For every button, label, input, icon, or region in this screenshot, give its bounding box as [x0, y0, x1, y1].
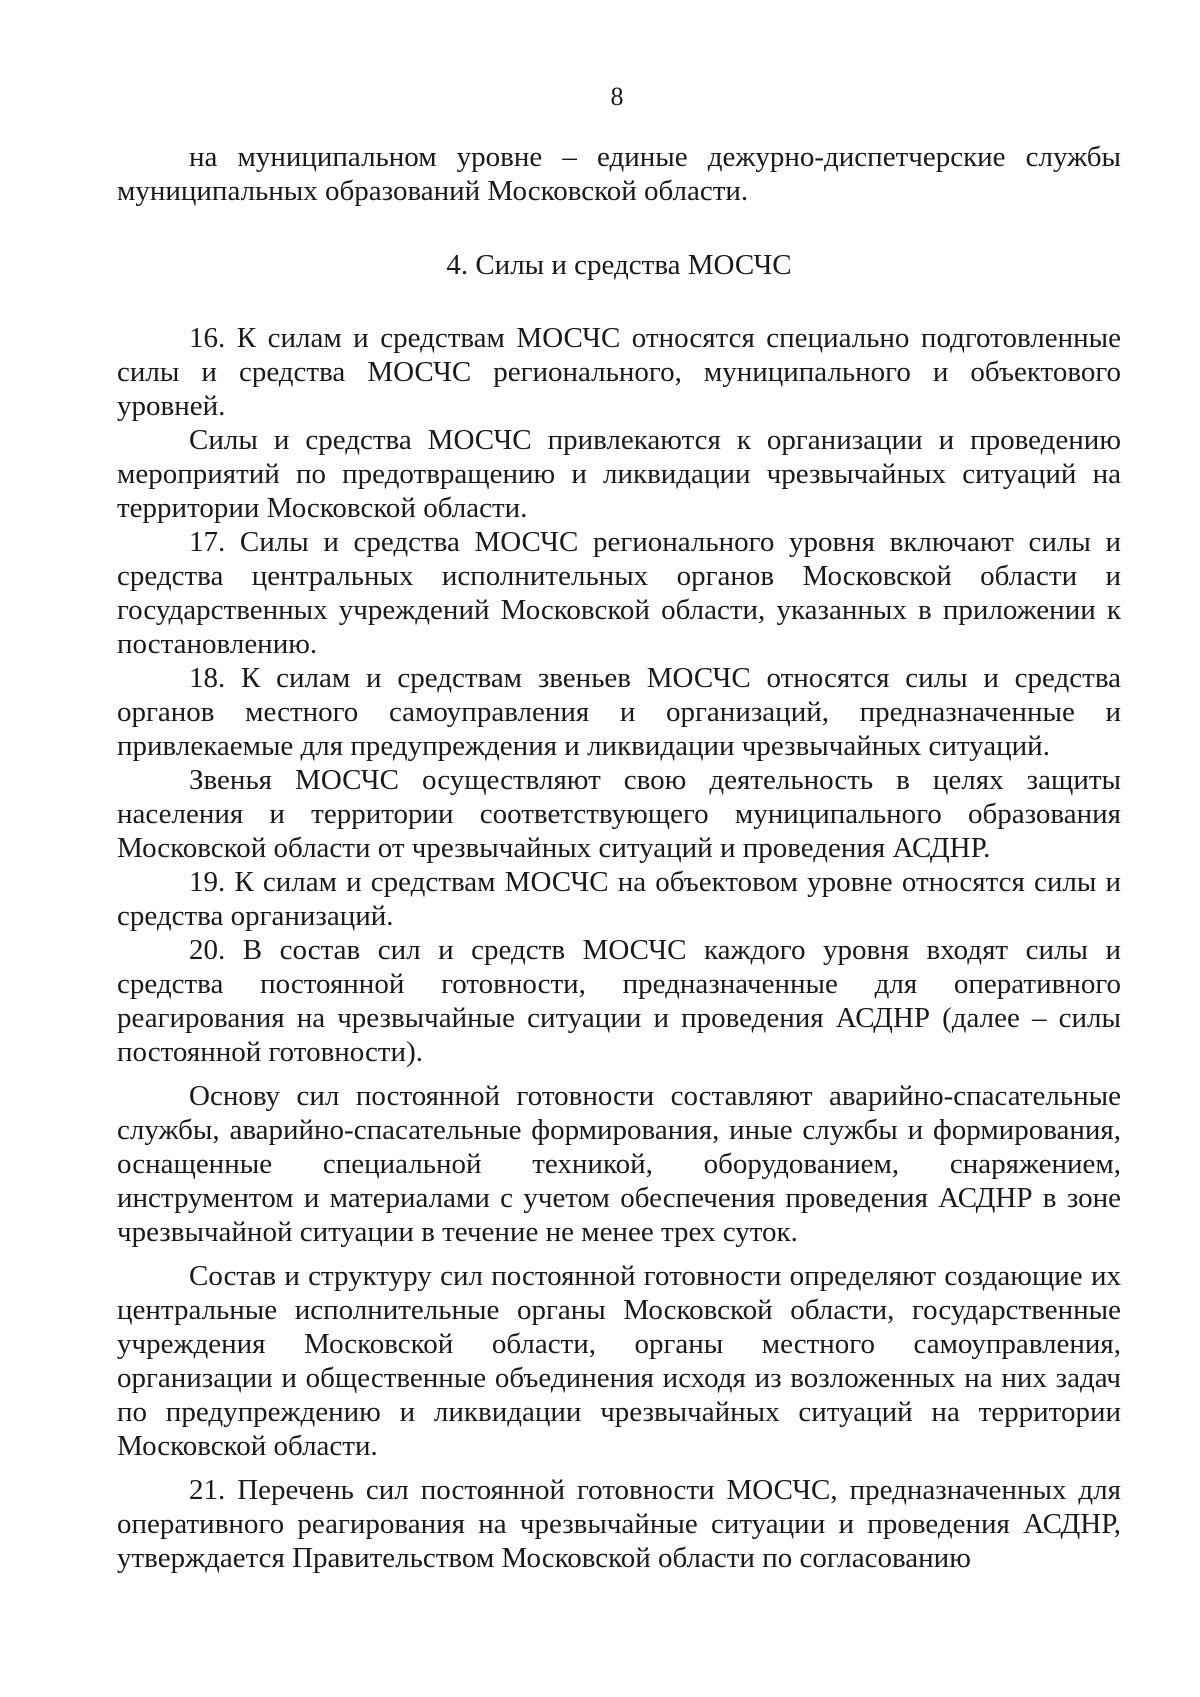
paragraph-16: 16. К силам и средствам МОСЧС относятся специально подготовленные силы и средства МОСЧС регионального, муниципального и объектового уровней.	[117, 322, 1121, 422]
paragraph-18-cont: Звенья МОСЧС осуществляют свою деятельность в целях защиты населения и территории соответствующего муниципального образования Московской области от чрезвычайных ситуаций и проведения АСДНР.	[117, 764, 1121, 864]
section-heading-block	[117, 248, 1121, 282]
paragraph-21: 21. Перечень сил постоянной готовности МОСЧС, предназначенных для оперативного реагирования на чрезвычайные ситуации и проведения АСДНР, утверждается Правительством Московской области по согласованию	[117, 1474, 1121, 1574]
section-heading: 4. Силы и средства МОСЧС	[446, 249, 792, 281]
paragraph-18: 18. К силам и средствам звеньев МОСЧС относятся силы и средства органов местного самоуправления и организаций, предназначенные и привлекаемые для предупреждения и ликвидации чрезвычайных ситуаций.	[117, 662, 1121, 762]
paragraph-17: 17. Силы и средства МОСЧС регионального уровня включают силы и средства центральных исполнительных органов Московской области и государственных учреждений Московской области, указанных в приложении к постановлению.	[117, 526, 1121, 660]
main-text-block	[117, 321, 1121, 1575]
paragraph-16-cont: Силы и средства МОСЧС привлекаются к организации и проведению мероприятий по предотвращению и ликвидации чрезвычайных ситуаций на территории Московской области.	[117, 424, 1121, 524]
intro-block	[117, 140, 1121, 208]
page-number: 8	[610, 82, 624, 111]
paragraph-20: 20. В состав сил и средств МОСЧС каждого уровня входят силы и средства постоянной готовности, предназначенные для оперативного реагирования на чрезвычайные ситуации и проведения АСДНР (далее – силы постоянной готовности).	[117, 934, 1121, 1068]
paragraph-20-basis: Основу сил постоянной готовности составляют аварийно-спасательные службы, аварийно-спасательные формирования, иные службы и формирования, оснащенные специальной техникой, оборудованием, снаряжением, инструментом и материалами с учетом обеспечения проведения АСДНР в зоне чрезвычайной ситуации в течение не менее трех суток.	[117, 1080, 1121, 1248]
paragraph-19: 19. К силам и средствам МОСЧС на объектовом уровне относятся силы и средства организаций.	[117, 866, 1121, 932]
paragraph-20-structure: Состав и структуру сил постоянной готовности определяют создающие их центральные исполнительные органы Московской области, государственные учреждения Московской области, органы местного самоуправления, организации и общественные объединения исходя из возложенных на них задач по предупреждению и ликвидации чрезвычайных ситуаций на территории Московской области.	[117, 1260, 1121, 1462]
intro-paragraph: на муниципальном уровне – единые дежурно-диспетчерские службы муниципальных образований Московской области.	[117, 141, 1121, 207]
